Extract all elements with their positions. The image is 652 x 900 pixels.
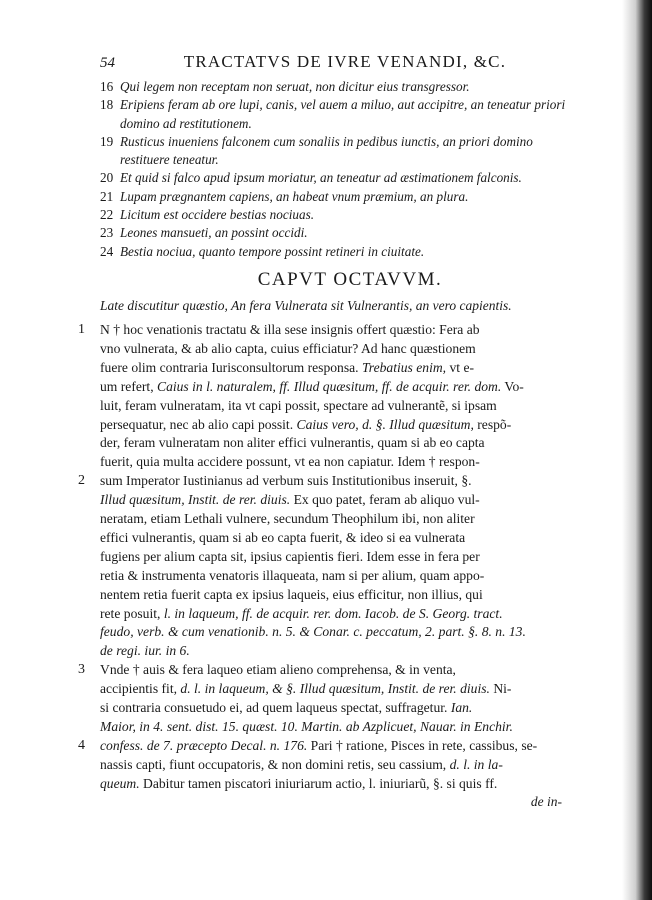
body-text-run: nentem retia fuerit capta ex ipsius laqueis, eius efficitur, non illius, qui	[100, 586, 483, 602]
summary-number: 18	[100, 97, 114, 113]
summary-text: Eripiens feram ab ore lupi, canis, vel auem a miluo, aut accipitre, an teneatur priori domino ad restitutionem.	[120, 97, 566, 131]
summary-item	[100, 224, 570, 242]
body-line	[100, 642, 570, 661]
body-text-run: fuere olim contraria Iurisconsultorum responsa.	[100, 359, 362, 375]
body-text-run: vt e-	[446, 359, 475, 375]
citation-text: Trebatius enim,	[361, 359, 447, 375]
summary-number: 21	[100, 188, 114, 204]
body-text-run: persequatur, nec ab alio capi possit.	[100, 416, 297, 432]
citation-text: Caius in l. naturalem, ff. Illud quæsitum, ff. de acquir. rer. dom.	[157, 378, 502, 394]
body-line	[78, 737, 570, 756]
body-text-run: retia & instrumenta venatoris illaqueata, nam si per alium, quam appo-	[100, 567, 485, 583]
citation-text: d. l. in la-	[449, 756, 503, 772]
body-line	[100, 416, 570, 435]
summary-item	[100, 169, 570, 187]
body-text-run: der, feram vulneratam non aliter effici vulnerantis, quam si ab eo capta	[100, 435, 485, 451]
body-line	[100, 529, 570, 548]
summary-text: Rusticus inueniens falconem cum sonaliis in pedibus iunctis, an priori domino restituere teneatur.	[120, 133, 533, 168]
margin-number: 2	[78, 473, 85, 489]
summary-text: Licitum est occidere bestias nociuas.	[120, 207, 314, 223]
summary-item	[100, 133, 570, 170]
summary-item	[100, 243, 570, 261]
chapter-argument: Late discutitur quæstio, An fera Vulnerata sit Vulnerantis, an vero capientis.	[100, 297, 512, 313]
body-text-run: Dabitur tamen piscatori iniuriarum actio, l. iniuriarũ, §. si quis ff.	[139, 775, 498, 791]
body-line	[100, 718, 570, 737]
summary-number: 19	[100, 133, 114, 149]
page-content	[78, 52, 570, 810]
body-line	[100, 586, 570, 605]
citation-text: l. in laqueum, ff. de acquir. rer. dom. Iacob. de S. Georg. tract.	[163, 605, 503, 621]
margin-number: 3	[78, 662, 85, 678]
body-line	[100, 548, 570, 567]
citation-text: Ian.	[450, 700, 473, 716]
running-title: TRACTATVS DE IVRE VENANDI, &C.	[183, 52, 507, 71]
page-number: 54	[100, 55, 115, 71]
body-text-run: Vnde † auis & fera laqueo etiam alieno comprehensa, & in venta,	[100, 662, 456, 678]
body-text-run: vno vulnerata, & ab alio capta, cuius efficiatur? Ad hanc quæstionem	[100, 340, 476, 356]
body-text-run: nassis capti, fiunt occupatoris, & non domini retis, seu cassium,	[100, 756, 450, 772]
summary-number: 20	[100, 170, 114, 186]
body-line	[78, 661, 570, 680]
citation-text: queum.	[100, 775, 140, 791]
body-line	[100, 510, 570, 529]
summary-item	[100, 96, 570, 133]
body-line	[100, 378, 570, 397]
summary-item	[100, 206, 570, 224]
body-line	[100, 775, 570, 794]
summary-text: Leones mansueti, an possint occidi.	[120, 225, 308, 241]
body-text-run: rete posuit,	[100, 605, 164, 621]
body-text-run: si contraria consuetudo ei, ad quem laqueus spectat, suffragetur.	[100, 700, 451, 716]
summary-text: Bestia nociua, quanto tempore possint retineri in ciuitate.	[120, 243, 425, 259]
page-edge-shadow	[622, 0, 652, 900]
body-line	[100, 491, 570, 510]
body-line	[100, 434, 570, 453]
body-text-run: fuerit, quia multa accidere possunt, vt ea non capiatur. Idem † respon-	[100, 454, 480, 470]
summary-number: 22	[100, 207, 114, 223]
citation-text: d. l. in laqueum, & §. Illud quæsitum, Instit. de rer. diuis.	[180, 681, 490, 697]
citation-text: Illud quæsitum, Instit. de rer. diuis.	[100, 492, 291, 508]
citation-text: Caius vero, d. §. Illud quæsitum,	[296, 416, 474, 432]
body-text-run: accipientis fit,	[100, 681, 181, 697]
body-line	[100, 359, 570, 378]
citation-text: feudo, verb. & cum venationib. n. 5. & Conar. c. peccatum, 2. part. §. 8. n. 13.	[100, 624, 526, 640]
catchword: de in-	[530, 793, 562, 809]
margin-number: 1	[78, 321, 85, 337]
citation-text: Maior, in 4. sent. dist. 15. quæst. 10. Martin. ab Azplicuet, Nauar. in Enchir.	[100, 719, 513, 734]
body-line	[100, 756, 570, 775]
summary-text: Lupam prægnantem capiens, an habeat vnum præmium, an plura.	[120, 188, 469, 204]
body-text-run: neratam, etiam Lethali vulnere, secundum Theophilum ibi, non aliter	[100, 511, 475, 527]
summary-number: 16	[100, 79, 114, 94]
body-text-run: N † hoc venationis tractatu & illa sese insignis offert quæstio: Fera ab	[100, 321, 480, 337]
body-text-run: Vo-	[501, 378, 524, 394]
margin-number: 4	[78, 737, 85, 753]
summary-text: Et quid si falco apud ipsum moriatur, an teneatur ad æstimationem falconis.	[120, 170, 522, 186]
summary-item	[100, 188, 570, 206]
body-text-run: Pari † ratione, Pisces in rete, cassibus, se-	[307, 737, 538, 753]
summary-item	[100, 78, 570, 96]
body-text-run: Ex quo patet, feram ab aliquo vul-	[290, 492, 480, 508]
chapter-heading: CAPVT OCTAVVM.	[257, 268, 443, 290]
body-line	[78, 472, 570, 491]
page-header	[100, 52, 570, 78]
body-text-run: fugiens per alium capta sit, ipsius capientis fieri. Idem esse in fera per	[100, 548, 480, 564]
body-line	[100, 567, 570, 586]
citation-text: confess. de 7. præcepto Decal. n. 176.	[100, 737, 308, 753]
body-line	[100, 623, 570, 642]
body-line	[100, 340, 570, 359]
body-line	[78, 321, 570, 340]
citation-text: de regi. iur. in 6.	[100, 643, 190, 659]
body-line	[100, 699, 570, 718]
body-text-run: luit, feram vulneratam, ita vt capi possit, spectare ad vulnerantẽ, si ipsam	[100, 397, 497, 413]
summary-text: Qui legem non receptam non seruat, non dicitur eius transgressor.	[120, 79, 470, 94]
body-text-run: effici vulnerantis, quam si ab eo capta fuerit, & ideo si ea vulnerata	[100, 529, 466, 545]
body-text-run: Ni-	[489, 681, 512, 697]
summary-number: 24	[100, 243, 114, 259]
body-line	[100, 680, 570, 699]
body-text-run: respõ-	[473, 416, 512, 432]
body-line	[100, 453, 570, 472]
summary-list	[100, 78, 570, 261]
summary-number: 23	[100, 225, 114, 241]
body-line	[100, 605, 570, 624]
body-text	[78, 321, 570, 794]
body-text-run: um refert,	[100, 378, 157, 394]
body-line	[100, 397, 570, 416]
body-text-run: sum Imperator Iustinianus ad verbum suis Institutionibus inseruit, §.	[100, 473, 472, 489]
